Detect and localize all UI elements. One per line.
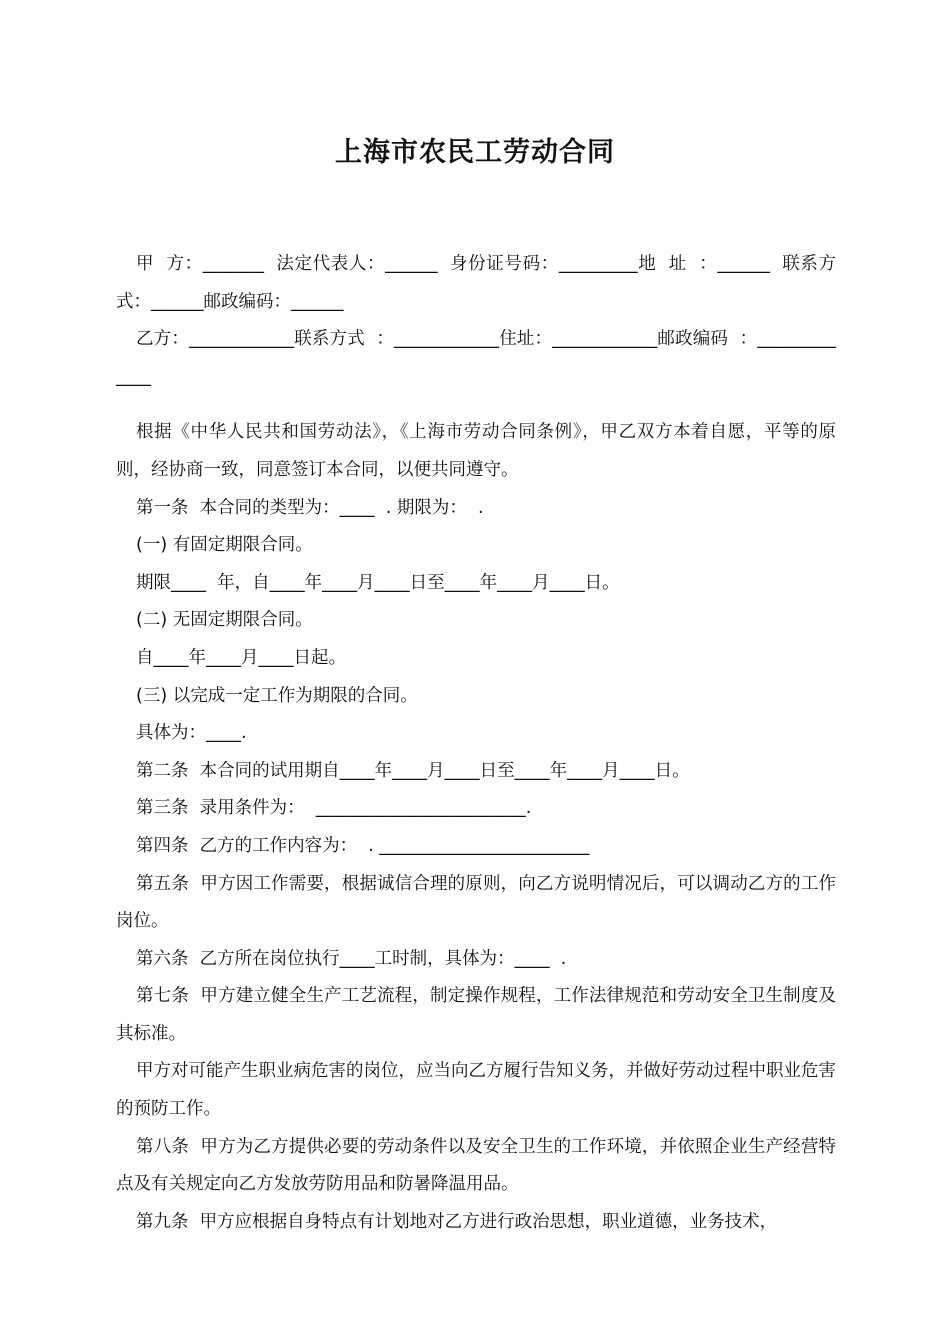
article-1-option-1: (一) 有固定期限合同。 — [136, 535, 313, 556]
article-3: 第三条 录用条件为： ________________________. — [136, 798, 532, 819]
article-9: 第九条 甲方应根据自身特点有计划地对乙方进行政治思想，职业道德，业务技术， — [136, 1211, 778, 1232]
party-b-info: 乙方：____________联系方式 ：____________住址：____________邮政编码 ：_____________ — [116, 329, 836, 387]
article-1-option-3: (三) 以完成一定工作为期限的合同。 — [136, 685, 418, 706]
article-1-option-3-detail: 具体为：____. — [136, 723, 247, 744]
article-2: 第二条 本合同的试用期自____年____月____日至____年____月____日。 — [136, 760, 690, 781]
article-1-option-2-start: 自____年____月____日起。 — [136, 647, 346, 668]
preamble: 根据《中华人民共和国劳动法》，《上海市劳动合同条例》，甲乙双方本着自愿，平等的原则，经协商一致，同意签订本合同，以便共同遵守。 — [116, 422, 836, 480]
article-1-option-2: (二) 无固定期限合同。 — [136, 610, 313, 631]
article-5: 第五条 甲方因工作需要，根据诚信合理的原则，向乙方说明情况后，可以调动乙方的工作岗位。 — [116, 873, 836, 932]
article-8: 第八条 甲方为乙方提供必要的劳动条件以及安全卫生的工作环境，并依照企业生产经营特点及有关规定向乙方发放劳防用品和防暑降温用品。 — [116, 1136, 836, 1195]
party-a-info: 甲 方：_______ 法定代表人：______ 身份证号码：_________地 址 ：______ 联系方式：______邮政编码：______ — [116, 254, 836, 312]
spacer — [116, 396, 836, 414]
article-7: 第七条 甲方建立健全生产工艺流程，制定操作规程，工作法律规范和劳动安全卫生制度及其标准。 — [116, 986, 836, 1044]
document-title: 上海市农民工劳动合同 — [335, 137, 615, 168]
article-7-continued: 甲方对可能产生职业病危害的岗位，应当向乙方履行告知义务，并做好劳动过程中职业危害的预防工作。 — [116, 1061, 836, 1120]
article-1-option-1-term: 期限____ 年，自____年____月____日至____年____月____日。 — [136, 572, 620, 593]
document-body — [116, 246, 836, 1241]
article-4: 第四条 乙方的工作内容为： . ________________________ — [136, 835, 590, 856]
article-6: 第六条 乙方所在岗位执行____工时制，具体为：____ . — [136, 948, 567, 969]
article-1: 第一条 本合同的类型为：____ . 期限为： . — [136, 497, 484, 518]
